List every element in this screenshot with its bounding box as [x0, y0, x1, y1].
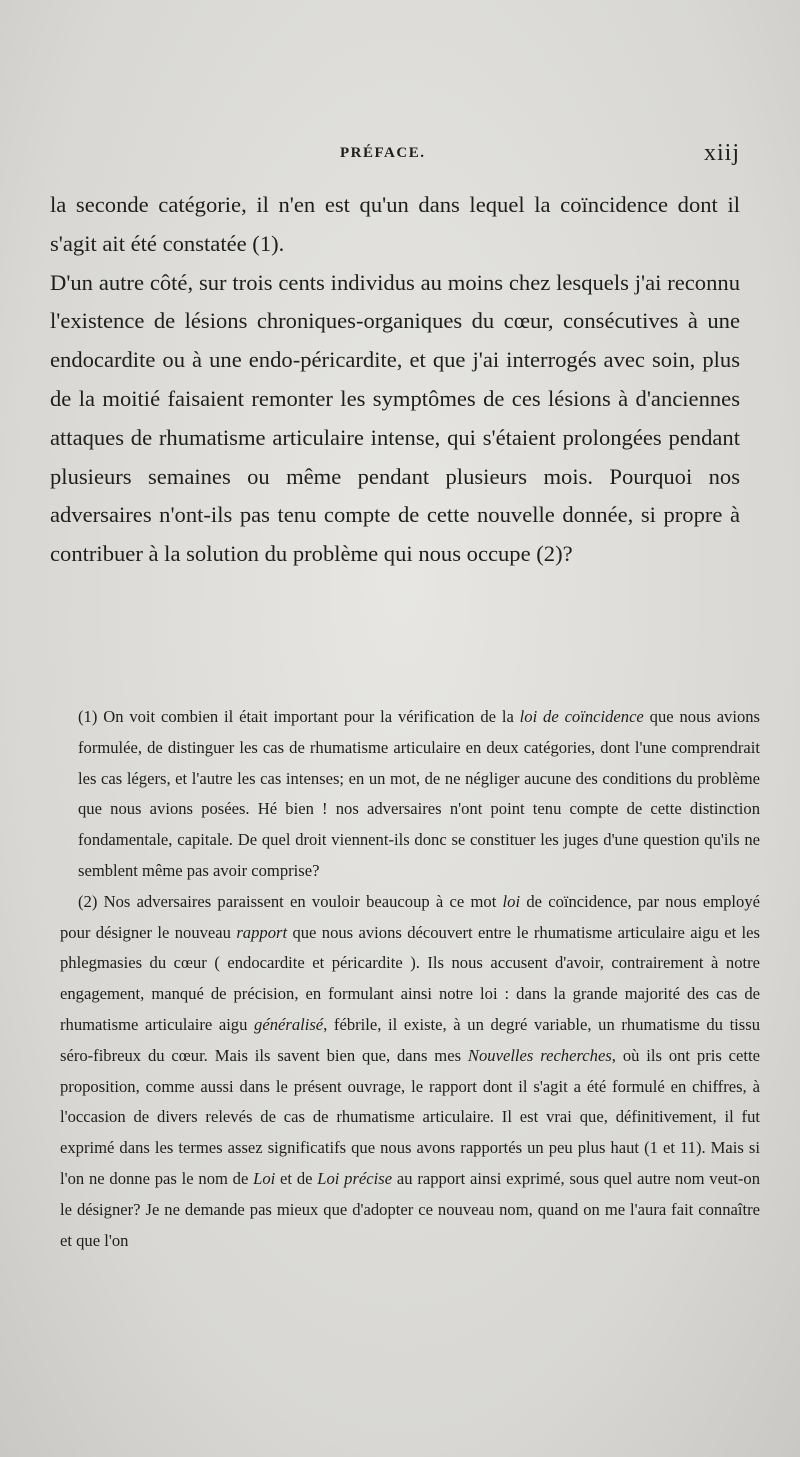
footnote-2-text-c: que nous avions découvert entre le rhumatisme articulaire aigu et les phlegmasies du cœur ( endocardite et péricardite ). Ils nous accusent d'avoir, contrairement à notre engagement, manqué de précision, en formulant ainsi notre loi : dans la grande majorité des cas de rhumatisme articulaire aigu — [60, 922, 760, 1034]
footnote-2-text-g: au rapport ainsi exprimé, sous quel autre nom veut-on le désigner? Je ne demande pas mieux que d'adopter ce nouveau nom, quand on me l'aura fait connaître et que l'on — [60, 1168, 761, 1250]
footnote-2-emphasis-6: Loi précise — [317, 1168, 393, 1188]
footnote-2-emphasis-2: rapport — [236, 922, 288, 942]
footnote-1-text-b: que nous avions formulée, de distinguer les cas de rhumatisme articulaire en deux catégories, dont l'une comprendrait les cas légers, et l'autre les cas intenses; en un mot, de ne négliger aucune des conditions du problème que nous avions posées. Hé bien ! nos adversaires n'ont point tenu compte de cette distinction fondamentale, capitale. De quel droit viennent-ils donc se constituer les juges d'une question qu'ils ne semblent même pas avoir comprise? — [78, 707, 761, 880]
page-header — [50, 140, 740, 170]
footnote-1-text-a: (1) On voit combien il était important pour la vérification de la — [78, 707, 520, 726]
footnote-2-emphasis-5: Loi — [253, 1168, 276, 1188]
paragraph-continuation: la seconde catégorie, il n'en est qu'un dans lequel la coïncidence dont il s'agit ait été constatée (1). — [50, 192, 740, 256]
footnote-2-text-d: , fébrile, il existe, à un degré variable, un rhumatisme du tissu séro-fibreux du cœur. Mais ils savent bien que, dans mes — [60, 1014, 760, 1065]
main-text — [50, 186, 740, 574]
footnote-2-emphasis-4: Nouvelles recherches — [467, 1045, 612, 1065]
footnote-2-emphasis-3: généralisé — [254, 1014, 324, 1034]
footnote-1 — [60, 702, 760, 887]
running-head: PRÉFACE. — [340, 145, 426, 161]
footnote-2-text-a: (2) Nos adversaires paraissent en vouloir beaucoup à ce mot — [78, 891, 503, 911]
footnote-2-emphasis-1: loi — [502, 891, 521, 911]
page-number: xiij — [703, 140, 740, 166]
footnotes — [60, 702, 760, 1256]
footnote-1-emphasis: loi de coïncidence — [519, 707, 644, 726]
paragraph: D'un autre côté, sur trois cents individus au moins chez lesquels j'ai reconnu l'existence de lésions chroniques-organiques du cœur, consécutives à une endocardite ou à une endo-péricardite, et que j'ai interrogés avec soin, plus de la moitié faisaient remonter les symptômes de ces lésions à d'anciennes attaques de rhumatisme articulaire intense, qui s'étaient prolongées pendant plusieurs semaines ou même pendant plusieurs mois. Pourquoi nos adversaires n'ont-ils pas tenu compte de cette nouvelle donnée, si propre à contribuer à la solution du problème qui nous occupe (2)? — [50, 269, 740, 567]
footnote-2-text-f: et de — [275, 1168, 318, 1188]
footnote-2 — [60, 887, 760, 1257]
footnote-2-text-e: , où ils ont pris cette proposition, comme aussi dans le présent ouvrage, le rapport dont il s'agit a été formulé en chiffres, à l'occasion de divers relevés de cas de rhumatisme articulaire. Il est vrai que, définitivement, il fut exprimé dans les termes assez significatifs que nous avons rapportés un peu plus haut (1 et 11). Mais si l'on ne donne pas le nom de — [60, 1045, 760, 1188]
footnote-2-text-b: de coïncidence, par nous employé pour désigner le nouveau — [60, 891, 760, 942]
